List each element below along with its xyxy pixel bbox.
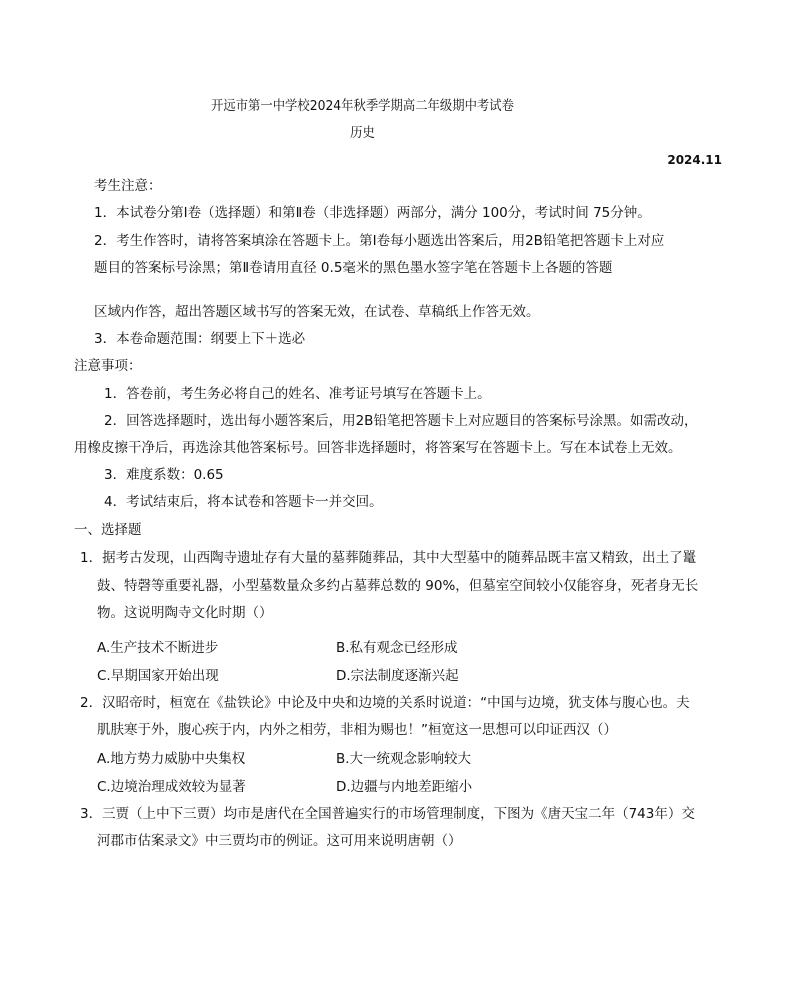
precaution-item-1: 1．答卷前，考生务必将自己的姓名、准考证号填写在答题卡上。 xyxy=(104,386,491,402)
notice-item-2-cont2: 区域内作答，超出答题区域书写的答案无效，在试卷、草稿纸上作答无效。 xyxy=(94,304,540,320)
subject-title: 历史 xyxy=(350,125,375,141)
notice-heading: 考生注意： xyxy=(94,178,162,194)
question-1-option-a: A.生产技术不断进步 xyxy=(97,640,219,656)
notice-item-2-cont: 题目的答案标号涂黑；第Ⅱ卷请用直径 0.5毫米的黑色墨水签字笔在答题卡上各题的答题 xyxy=(94,260,613,276)
notice-item-1: 1．本试卷分第Ⅰ卷（选择题）和第Ⅱ卷（非选择题）两部分，满分 100分，考试时间 75分钟。 xyxy=(94,205,651,221)
exam-date: 2024.11 xyxy=(667,153,722,167)
question-1-line-2: 鼓、特磬等重要礼器，小型墓数量众多约占墓葬总数的 90%，但墓室空间较小仅能容身，死者身无长 xyxy=(97,578,699,594)
question-1-option-d: D.宗法制度逐渐兴起 xyxy=(336,668,459,684)
question-2-line-1: 2．汉昭帝时，桓宽在《盐铁论》中论及中央和边境的关系时说道：“中国与边境，犹支体与腹心也。夫 xyxy=(80,695,690,711)
question-2-option-c: C.边境治理成效较为显著 xyxy=(97,779,246,795)
exam-title: 开远市第一中学校2024年秋季学期高二年级期中考试卷 xyxy=(211,98,514,114)
section-heading: 一、选择题 xyxy=(74,522,142,538)
question-1-option-b: B.私有观念已经形成 xyxy=(336,640,458,656)
question-3-line-1: 3．三贾（上中下三贾）均市是唐代在全国普遍实行的市场管理制度，下图为《唐天宝二年（743年）交 xyxy=(80,806,695,822)
precaution-item-4: 4．考试结束后，将本试卷和答题卡一并交回。 xyxy=(104,494,383,510)
question-1-line-1: 1．据考古发现，山西陶寺遗址存有大量的墓葬随葬品，其中大型墓中的随葬品既丰富又精致，出土了鼍 xyxy=(80,550,697,566)
notice-item-3: 3．本卷命题范围：纲要上下＋选必 xyxy=(94,331,306,347)
question-2-option-d: D.边疆与内地差距缩小 xyxy=(336,779,473,795)
precaution-item-2: 2．回答选择题时，选出每小题答案后，用2B铅笔把答题卡上对应题目的答案标号涂黑。如需改动， xyxy=(104,413,698,429)
precautions-heading: 注意事项： xyxy=(74,358,142,374)
precaution-item-3: 3．难度系数：0.65 xyxy=(104,467,224,483)
question-1-option-c: C.早期国家开始出现 xyxy=(97,668,219,684)
question-2-option-b: B.大一统观念影响较大 xyxy=(336,751,472,767)
notice-item-2: 2．考生作答时，请将答案填涂在答题卡上。第Ⅰ卷每小题选出答案后，用2B铅笔把答题卡上对应 xyxy=(94,233,665,249)
question-1-line-3: 物。这说明陶寺文化时期（） xyxy=(97,605,273,621)
question-3-line-2: 河郡市估案录文》中三贾均市的例证。这可用来说明唐朝（） xyxy=(97,833,462,849)
question-2-line-2: 肌肤寒于外，腹心疾于内，内外之相劳，非相为赐也！”桓宽这一思想可以印证西汉（） xyxy=(97,722,617,738)
precaution-item-2-cont: 用橡皮擦干净后，再选涂其他答案标号。回答非选择题时，将答案写在答题卡上。写在本试卷上无效。 xyxy=(74,440,682,456)
question-2-option-a: A.地方势力威胁中央集权 xyxy=(97,751,246,767)
